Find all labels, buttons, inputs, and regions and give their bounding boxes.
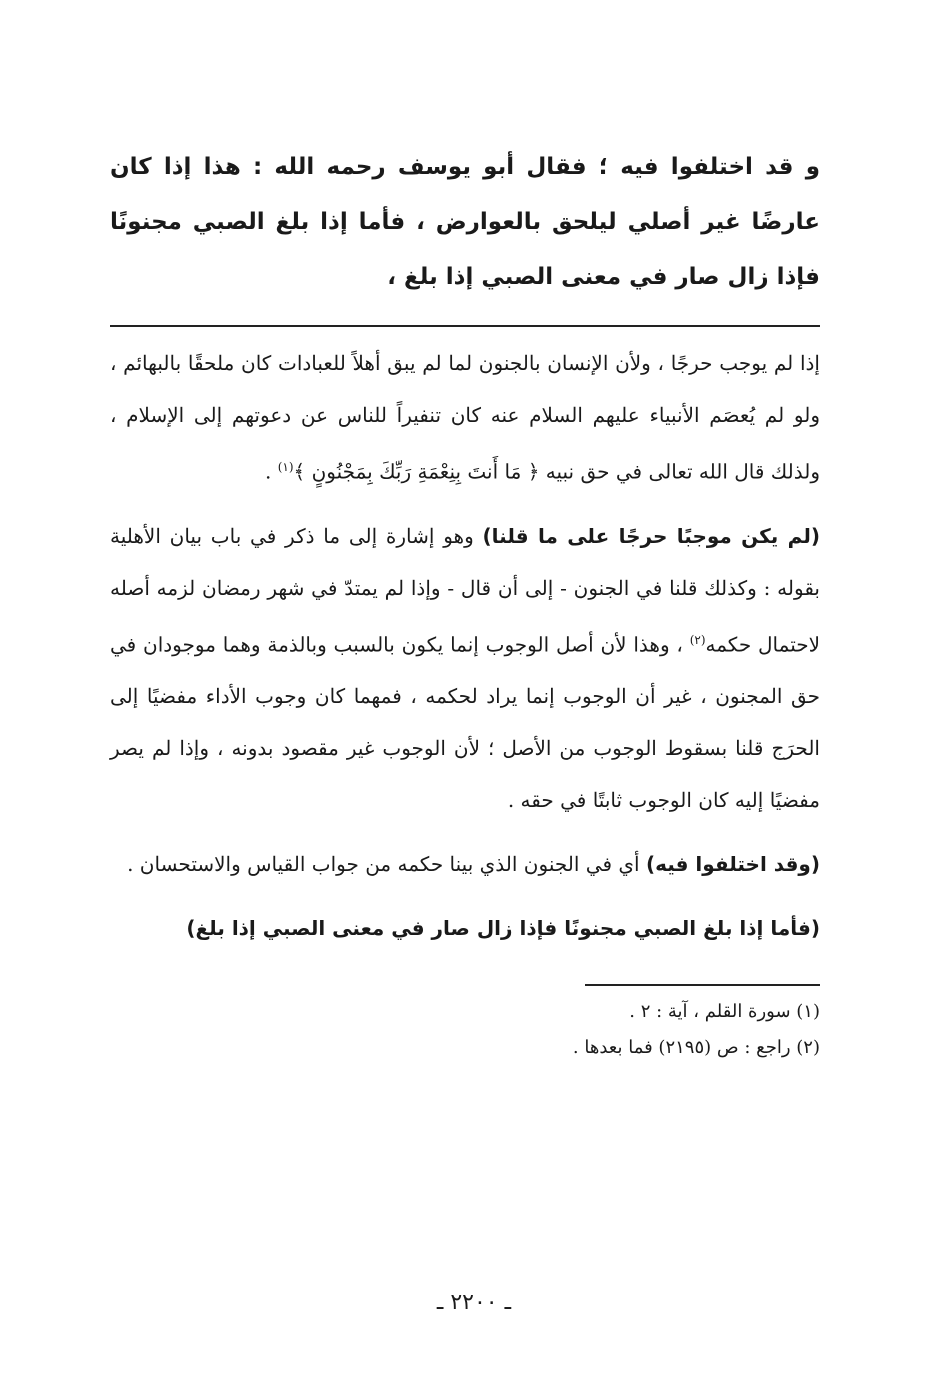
commentary-paragraph-2 [110,510,820,827]
page-content [110,140,820,1066]
commentary-p1-text: إذا لم يوجب حرجًا ، ولأن الإنسان بالجنون لما لم يبق أهلاً للعبادات كان ملحقًا بالبهائم ، ولو لم يُعصَم الأنبياء عليهم السلام عنه كان تنفيراً للناس عن دعوتهم إلى الإسلام ، ولذلك قال الله تعالى في حق نبيه ﴿ مَا أَنتَ بِنِعْمَةِ رَبِّكَ بِمَجْنُونٍ ﴾ [110,351,820,484]
footnote-separator [585,984,820,986]
main-text: و قد اختلفوا فيه ؛ فقال أبو يوسف رحمه الله : هذا إذا كان عارضًا غير أصلي ليلحق بالعوارض ، فأما إذا بلغ الصبي مجنونًا فإذا زال صار في معنى الصبي إذا بلغ ، [110,154,820,290]
main-text-separator [110,325,820,327]
footnote-2: (٢) راجع : ص (٢١٩٥) فما بعدها . [572,1037,820,1059]
commentary-p1-end: . [265,459,278,484]
commentary-p4-quote: (فأما إذا بلغ الصبي مجنونًا فإذا زال صار في معنى الصبي إذا بلغ) [186,916,820,941]
commentary-p2-rest: ، وهذا لأن أصل الوجوب إنما يكون بالسبب وبالذمة وهما موجودان في حق المجنون ، غير أن الوجوب إنما يراد لحكمه ، فمهما كان وجوب الأداء مفضيًا إلى الحرَج قلنا بسقوط الوجوب من الأصل ؛ لأن الوجوب غير مقصود بدونه ، وإذا لم يصر مفضيًا إليه كان الوجوب ثابتًا في حقه . [110,632,820,813]
commentary-paragraph-3 [110,838,820,890]
footnote-1: (١) سورة القلم ، آية : ٢ . [629,1001,820,1023]
commentary-p3-text: أي في الجنون الذي بينا حكمه من جواب القياس والاستحسان . [127,852,646,877]
commentary [110,337,820,954]
commentary-p2-text: وهو إشارة إلى ما ذكر في باب بيان الأهلية بقوله : وكذلك قلنا في الجنون - إلى أن قال - وإذا لم يمتدّ في شهر رمضان لزمه أصله لاحتمال حكمه [110,523,821,657]
commentary-p2-quote: (لم يكن موجبًا حرجًا على ما قلنا) [482,523,820,548]
page-number: ـ ٢٢٠٠ ـ [436,1290,512,1315]
commentary-paragraph-1 [110,337,820,498]
commentary-p3-quote: (وقد اختلفوا فيه) [645,852,820,877]
footnote-ref-1: (١) [277,460,294,474]
commentary-paragraph-4 [110,902,820,954]
footnotes [110,994,820,1066]
footnote-ref-2: (٢) [689,632,706,647]
